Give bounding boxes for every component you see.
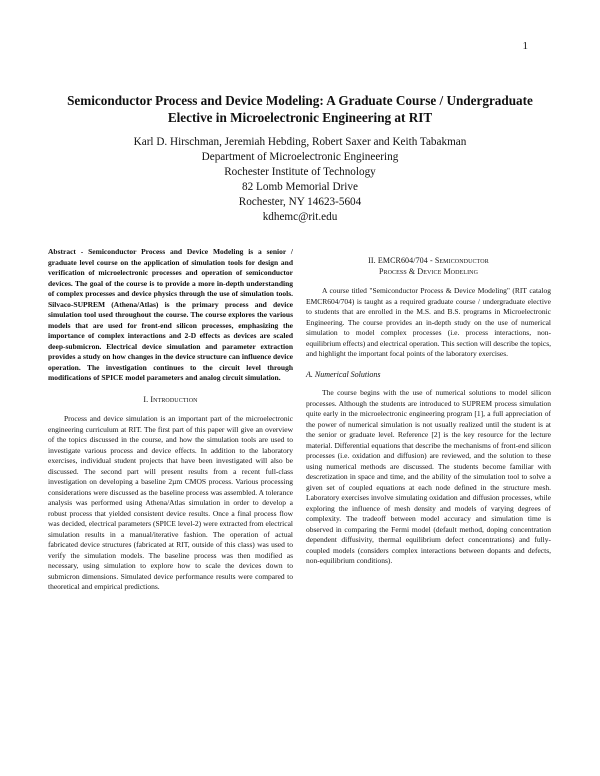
course-paragraph: A course titled "Semiconductor Process & Device Modeling" (RIT catalog EMCR604/704) is taught as a required graduate course / undergraduate elective to students that are enrolled in the M.S. and B.S. programs in Microelectronic Engineering. The course provides an in-depth study on the use of numerical simulation to model complex processes (i.e. process interactions, non-equilibrium effects) and electrical operation. This section will describe the topics, and highlight the important focal points of the laboratory exercises. xyxy=(306,286,551,358)
subsection-heading-numerical: A. Numerical Solutions xyxy=(306,369,381,379)
abstract: Abstract - Semiconductor Process and Device Modeling is a senior / graduate level course on the application of simulation tools for design and verification of microelectronic processes and operation of semiconductor devices. The goal of the course is to provide a more in-depth understanding of complex processes and device physics through the use of simulation tools. Silvaco-SUPREM (Athena/Atlas) is the primary process and device simulation tool used throughout the course. The course explores the various models that are used for front-end silicon processes, emphasizing the importance of complex interactions and 2-D effects as devices are scaled deep-submicron. Electrical device simulation and parameter extraction provides a study on how changes in the device structure can influence device operation. The investigation continues to the circuit level through modifications of SPICE model parameters and analog circuit simulation. xyxy=(48,247,293,382)
section-heading-line-1: II. EMCR604/704 - Semiconductor xyxy=(368,256,489,265)
page-number: 1 xyxy=(522,40,528,52)
right-column xyxy=(306,247,551,567)
left-column xyxy=(48,247,293,593)
author-city: Rochester, NY 14623-5604 xyxy=(238,196,362,208)
introduction-paragraph: Process and device simulation is an important part of the microelectronic engineering curriculum at RIT. The first part of this paper will give an overview of the topics discussed in the course, and how the simulation tools are used to investigate various process and device effects. In addition to the laboratory exercises, individual student projects that have been investigated will also be discussed. The second part will present results from a recent full-class investigation on developing a baseline 2µm CMOS process. Various processing considerations were discussed as the baseline process was assembled. A tolerance analysis was performed using Athena/Atlas simulation in order to develop a robust process that yielded consistent device results. Once a final process flow was decided, electrical parameters (SPICE level-2) were extracted from electrical simulation results in a manual/iterative fashion. The operation of actual fabricated device structures (fabricated at RIT, outside of this class) was used to verify the simulation models. The baseline process was then modified as necessary, using simulation to explore how to scale the devices down to submicron dimensions. Simulated device performance results were compared to theoretical and empirical predictions. xyxy=(48,414,293,591)
author-institute: Rochester Institute of Technology xyxy=(224,166,376,178)
author-block xyxy=(60,135,540,225)
section-heading-course xyxy=(306,255,551,277)
author-names: Karl D. Hirschman, Jeremiah Hebding, Robert Saxer and Keith Tabakman xyxy=(133,136,467,148)
author-address: 82 Lomb Memorial Drive xyxy=(242,181,358,193)
section-heading-introduction: I. Introduction xyxy=(143,394,198,404)
paper-title: Semiconductor Process and Device Modeling: A Graduate Course / Undergraduate Elective in Microelectronic Engineering at RIT xyxy=(67,93,533,125)
section-heading-line-2: Process & Device Modeling xyxy=(378,267,479,276)
author-department: Department of Microelectronic Engineering xyxy=(201,151,399,163)
author-email: kdhemc@rit.edu xyxy=(262,211,338,223)
numerical-paragraph: The course begins with the use of numerical solutions to model silicon processes. Although the students are introduced to SUPREM process simulation quite early in the microelectronic engineering program [1], a full appreciation of the power of numerical simulation is not usually realized until the student is at the senior or graduate level. Reference [2] is the key resource for the lecture material. Differential equations that describe the mechanisms of front-end silicon processes (i.e. oxidation and diffusion) are reviewed, and the solution to these using numerical methods are discussed. The students become familiar with descretization in space and time, and the ability of the simulation tool to solve a given set of coupled equations at each node defined in the structure mesh. Laboratory exercises involve simulating oxidation and diffusion processes, while exploring the influence of mesh density and models of varying degrees of complexity. The tradeoff between model accuracy and simulation time is observed in comparing the Fermi model (default method, doping concentration dependent diffusivity, thermal equilibrium defect concentrations) and fully-coupled models (considers complex interactions between dopants and defects, non-equilibrium conditions). xyxy=(306,388,551,565)
